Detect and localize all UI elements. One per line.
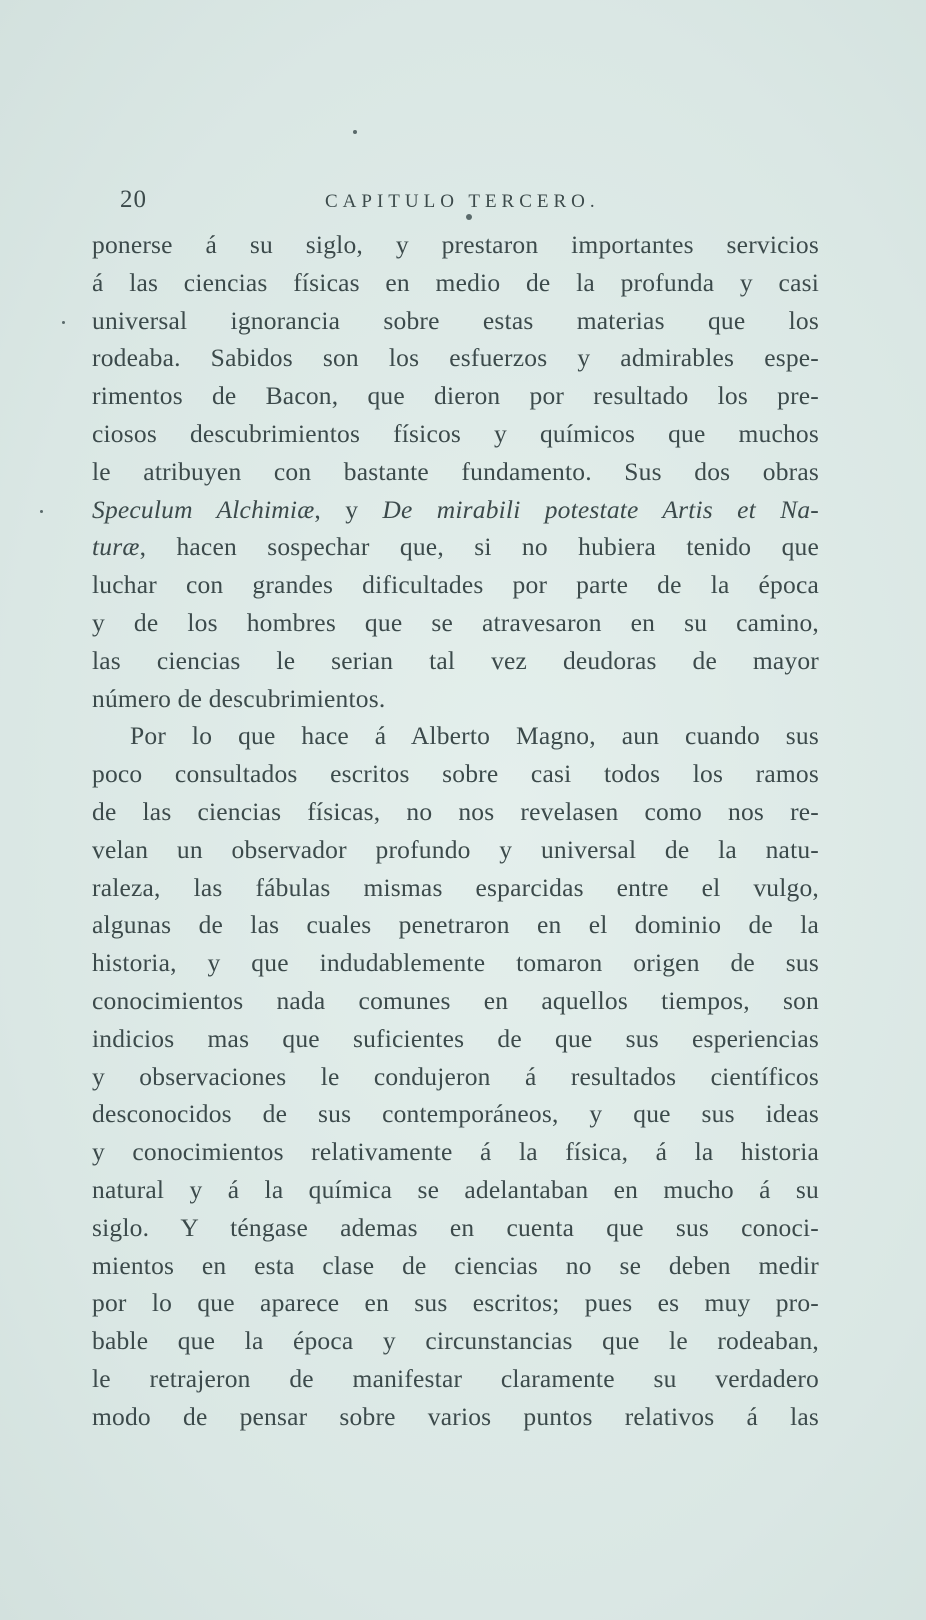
paragraph-start-line: Por lo que hace á Alberto Magno, aun cuando sus	[130, 721, 819, 751]
text-line: luchar con grandes dificultades por parte de la época	[92, 570, 819, 600]
text-line: historia, y que indudablemente tomaron origen de sus	[92, 948, 819, 978]
text-line: mientos en esta clase de ciencias no se deben medir	[92, 1250, 819, 1280]
text-line: ponerse á su siglo, y prestaron importantes servicios	[92, 230, 819, 259]
body-text	[92, 226, 819, 1436]
text-line-italic-titles	[92, 491, 819, 529]
text-line: por lo que aparece en sus escritos; pues es muy pro-	[92, 1288, 819, 1318]
text-line: raleza, las fábulas mismas esparcidas entre el vulgo,	[92, 872, 819, 902]
text-line: y conocimientos relativamente á la física, á la historia	[92, 1137, 819, 1167]
text-line: le retrajeron de manifestar claramente su verdadero	[92, 1363, 819, 1393]
print-speck	[353, 130, 357, 134]
text-line: rodeaba. Sabidos son los esfuerzos y admirables espe-	[92, 343, 819, 373]
book-title-de-mirabili: De mirabili potestate Artis et Na-	[382, 494, 819, 524]
text-line: de las ciencias físicas, no nos revelasen como nos re-	[92, 796, 819, 826]
paragraph-end-line: número de descubrimientos.	[92, 683, 386, 713]
text-line: siglo. Y téngase ademas en cuenta que sus conoci-	[92, 1212, 819, 1242]
text-line: ciosos descubrimientos físicos y químicos que muchos	[92, 418, 819, 448]
text-fragment: , y	[314, 494, 383, 524]
text-line: á las ciencias físicas en medio de la profunda y casi	[92, 267, 819, 297]
print-speck	[62, 321, 65, 324]
text-line: y de los hombres que se atravesaron en su camino,	[92, 607, 819, 637]
text-line: y observaciones le condujeron á resultados científicos	[92, 1061, 819, 1091]
running-head: CAPITULO TERCERO.	[325, 191, 600, 212]
page-number: 20	[120, 186, 147, 213]
text-line: conocimientos nada comunes en aquellos tiempos, son	[92, 985, 819, 1015]
text-line: modo de pensar sobre varios puntos relativos á las	[92, 1401, 819, 1431]
text-line: rimentos de Bacon, que dieron por resultado los pre-	[92, 381, 819, 411]
book-title-speculum: Speculum Alchimiæ	[92, 494, 315, 524]
text-line: bable que la época y circunstancias que le rodeaban,	[92, 1326, 819, 1356]
text-line: indicios mas que suficientes de que sus esperiencias	[92, 1023, 819, 1053]
text-line: universal ignorancia sobre estas materias que los	[92, 305, 819, 335]
text-line-italic-titles	[92, 528, 819, 566]
text-line: algunas de las cuales penetraron en el dominio de la	[92, 910, 819, 940]
print-speck	[40, 510, 43, 513]
text-fragment: , hacen sospechar que, si no hubiera tenido que	[139, 532, 819, 562]
text-line: desconocidos de sus contemporáneos, y que sus ideas	[92, 1099, 819, 1129]
text-line: le atribuyen con bastante fundamento. Sus dos obras	[92, 456, 819, 486]
text-line: velan un observador profundo y universal de la natu-	[92, 834, 819, 864]
text-line: poco consultados escritos sobre casi todos los ramos	[92, 759, 819, 789]
text-line: las ciencias le serian tal vez deudoras de mayor	[92, 645, 819, 675]
book-title-de-mirabili-end: turæ	[92, 532, 140, 562]
page-header	[120, 182, 820, 222]
text-line: natural y á la química se adelantaban en mucho á su	[92, 1174, 819, 1204]
